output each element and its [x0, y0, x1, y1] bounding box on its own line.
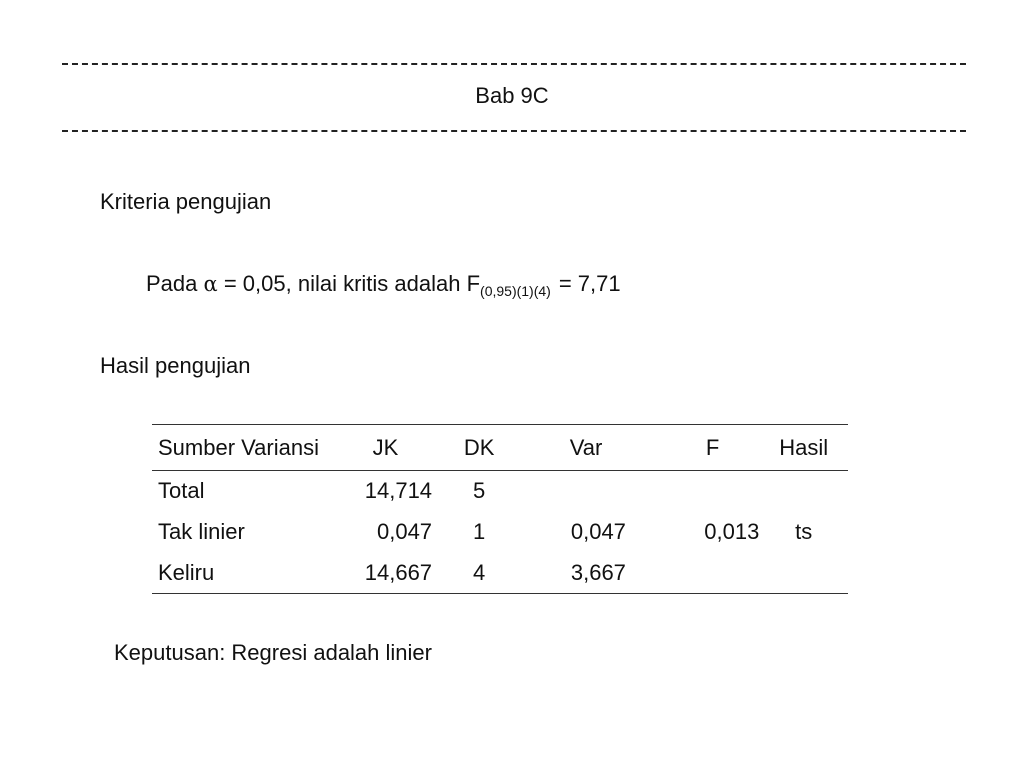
cell-f — [626, 471, 759, 512]
anova-table — [152, 424, 848, 594]
col-header-hasil: Hasil — [759, 425, 848, 471]
table-header-row — [152, 425, 848, 471]
cell-hasil: ts — [795, 519, 813, 544]
cell-f: 0,013 — [704, 519, 760, 544]
cell-dk: 1 — [473, 519, 486, 544]
cell-hasil — [759, 553, 848, 594]
results-heading: Hasil pengujian — [100, 353, 251, 378]
alpha-symbol: α — [203, 272, 218, 296]
cell-hasil — [759, 471, 848, 512]
col-header-dk: DK — [432, 425, 526, 471]
critical-value-statement — [146, 271, 621, 299]
chapter-title: Bab 9C — [475, 83, 549, 108]
table-row — [152, 471, 848, 512]
col-header-f: F — [626, 425, 759, 471]
criteria-heading: Kriteria pengujian — [100, 189, 272, 214]
cell-f — [626, 553, 759, 594]
f-subscript: (0,95)(1)(4) — [480, 283, 551, 299]
cell-source: Total — [158, 478, 205, 504]
statement-prefix: Pada — [146, 271, 198, 296]
cell-source: Tak linier — [158, 519, 245, 544]
cell-source: Keliru — [152, 553, 339, 594]
bottom-divider — [62, 130, 966, 132]
table-row — [152, 512, 848, 553]
table-row — [152, 553, 848, 594]
col-header-var: Var — [526, 425, 626, 471]
statement-middle: = 0,05, nilai kritis adalah F — [223, 271, 481, 296]
top-divider — [62, 63, 966, 65]
cell-jk: 0,047 — [376, 519, 433, 544]
col-header-jk: JK — [339, 425, 432, 471]
statement-suffix: = 7,71 — [558, 271, 621, 296]
cell-var — [526, 471, 626, 512]
decision-text: Keputusan: Regresi adalah linier — [114, 640, 432, 665]
col-header-source: Sumber Variansi — [152, 425, 339, 471]
cell-var: 3,667 — [526, 553, 626, 594]
cell-dk: 4 — [432, 553, 526, 594]
cell-dk: 5 — [473, 478, 486, 504]
cell-jk: 14,667 — [339, 553, 432, 594]
cell-jk: 14,714 — [364, 478, 433, 504]
cell-var: 0,047 — [570, 519, 626, 544]
